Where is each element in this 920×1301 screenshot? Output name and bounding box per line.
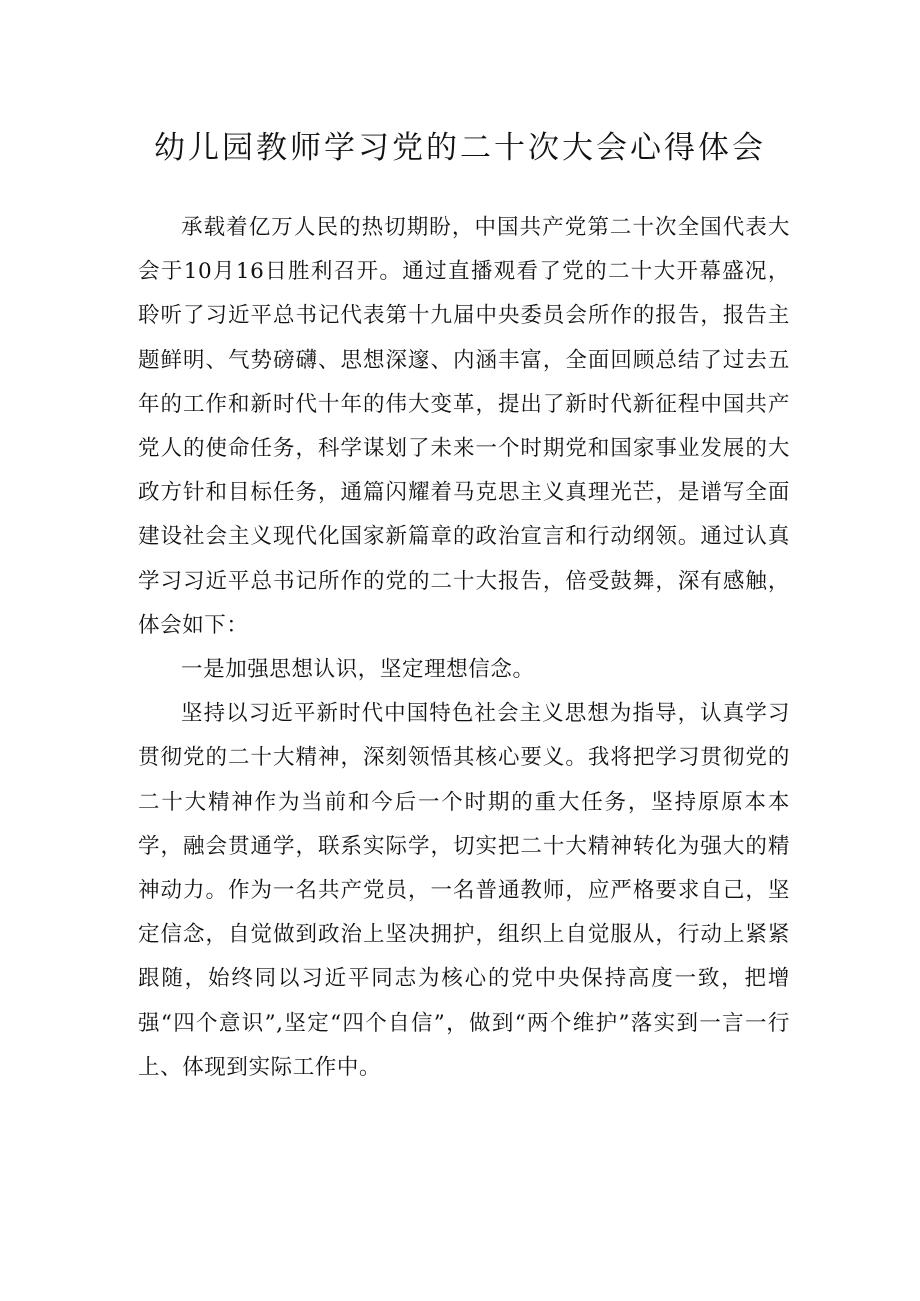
paragraph-heading-1: 一是加强思想认识，坚定理想信念。 — [181, 657, 535, 683]
paragraph-body-1: 坚持以习近平新时代中国特色社会主义思想为指导，认真学习贯彻党的二十大精神，深刻领悟其核心要义。我将把学习贯彻党的二十大精神作为当前和今后一个时期的重大任务，坚持原原本本学，融会贯通学，联系实际学，切实把二十大精神转化为强大的精神动力。作为一名共产党员，一名普通教师，应严格要求自己，坚定信念，自觉做到政治上坚决拥护，组织上自觉服从，行动上紧紧跟随，始终同以习近平同志为核心的党中央保持高度一致，把增强“四个意识”,坚定“四个自信”，做到“两个维护”落实到一言一行上、体现到实际工作中。 — [138, 701, 790, 1080]
document-title: 幼儿园教师学习党的二十次大会心得体会 — [154, 130, 766, 166]
paragraph-intro: 承载着亿万人民的热切期盼，中国共产党第二十次全国代表大会于10月16日胜利召开。通过直播观看了党的二十大开幕盛况，聆听了习近平总书记代表第十九届中央委员会所作的报告，报告主题鲜明、气势磅礴、思想深邃、内涵丰富，全面回顾总结了过去五年的工作和新时代十年的伟大变革，提出了新时代新征程中国共产党人的使命任务，科学谋划了未来一个时期党和国家事业发展的大政方针和目标任务，通篇闪耀着马克思主义真理光芒，是谱写全面建设社会主义现代化国家新篇章的政治宣言和行动纲领。通过认真学习习近平总书记所作的党的二十大报告，倍受鼓舞，深有感触，体会如下： — [138, 215, 790, 638]
document-body — [138, 206, 790, 1090]
